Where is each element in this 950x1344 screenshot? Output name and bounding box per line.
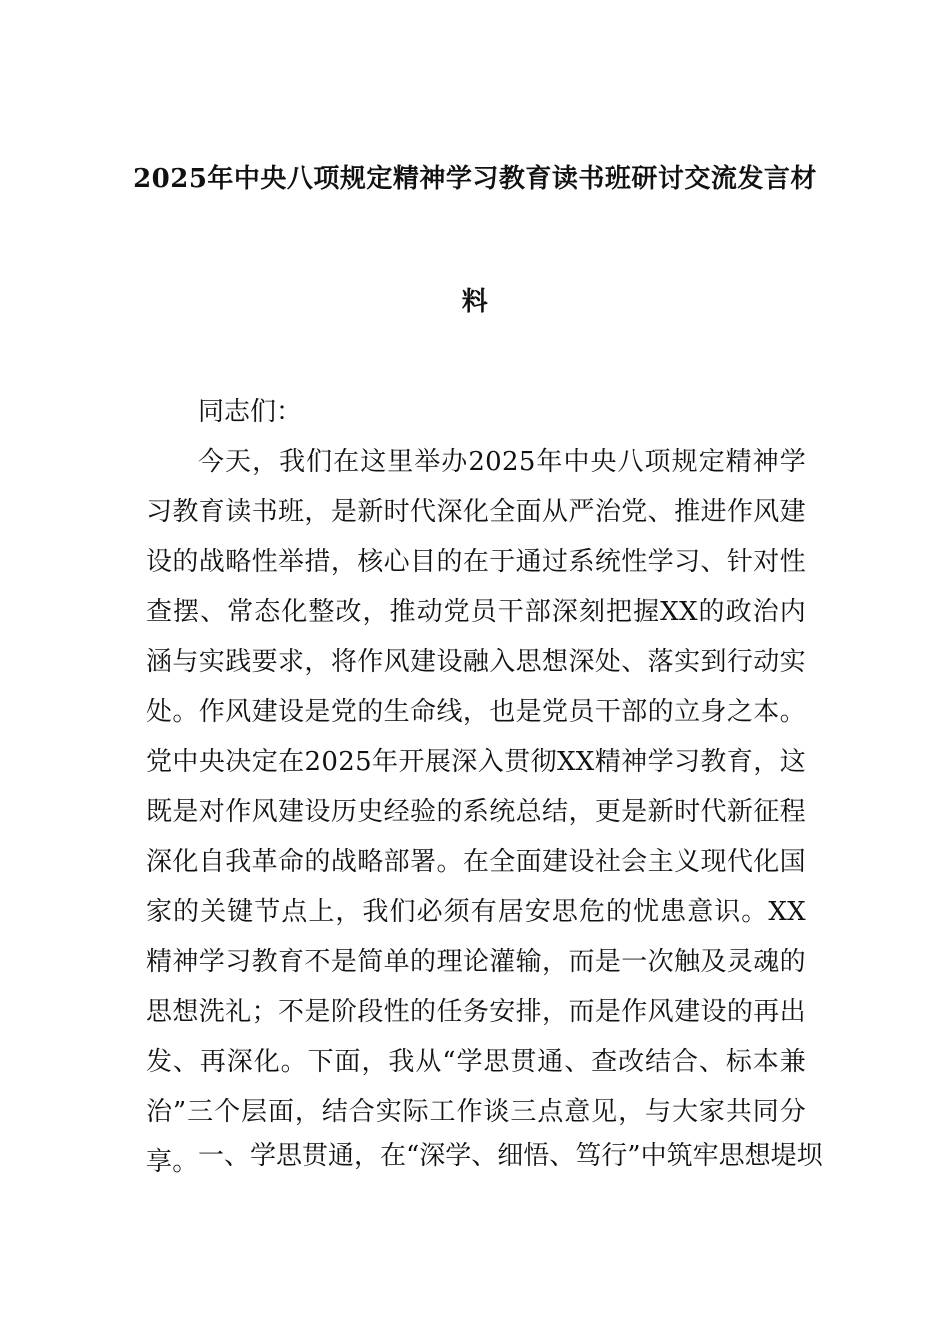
document-title-line-1: 2025年中央八项规定精神学习教育读书班研讨交流发言材 [133,164,817,194]
section-heading: 一、学思贯通，在“深学、细悟、笃行”中筑牢思想堤坝 [198,1141,823,1171]
salutation: 同志们： [198,397,303,427]
document-title-line-2: 料 [461,287,489,317]
body-paragraph: 今天，我们在这里举办2025年中央八项规定精神学习教育读书班，是新时代深化全面从严治党、推进作风建设的战略性举措，核心目的在于通过系统性学习、针对性查摆、常态化整改，推动党员干部深刻把握XX的政治内涵与实践要求，将作风建设融入思想深处、落实到行动实处。作风建设是党的生命线，也是党员干部的立身之本。党中央决定在2025年开展深入贯彻XX精神学习教育，这既是对作风建设历史经验的系统总结，更是新时代新征程深化自我革命的战略部署。在全面建设社会主义现代化国家的关键节点上，我们必须有居安思危的忧患意识。XX精神学习教育不是简单的理论灌输，而是一次触及灵魂的思想洗礼；不是阶段性的任务安排，而是作风建设的再出发、再深化。下面，我从“学思贯通、查改结合、标本兼治”三个层面，结合实际工作谈三点意见，与大家共同分享。 [146,447,806,1177]
